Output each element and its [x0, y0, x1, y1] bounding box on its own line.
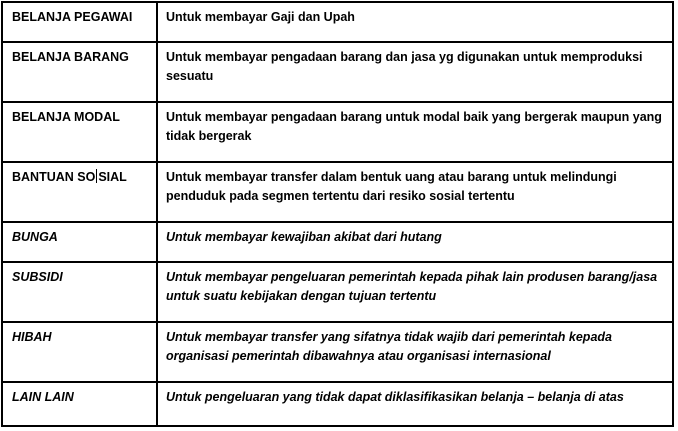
description-cell: Untuk membayar kewajiban akibat dari hutang — [157, 222, 673, 262]
description-cell: Untuk membayar pengeluaran pemerintah kepada pihak lain produsen barang/jasa untuk suatu kebijakan dengan tujuan tertentu — [157, 262, 673, 322]
category-cell[interactable] — [2, 162, 157, 222]
description-cell: Untuk membayar pengadaan barang dan jasa yg digunakan untuk memproduksi sesuatu — [157, 42, 673, 102]
description-cell: Untuk membayar transfer dalam bentuk uang atau barang untuk melindungi penduduk pada segmen tertentu dari resiko sosial tertentu — [157, 162, 673, 222]
category-cell: BELANJA BARANG — [2, 42, 157, 102]
description-cell: Untuk membayar pengadaan barang untuk modal baik yang bergerak maupun yang tidak bergerak — [157, 102, 673, 162]
table-row — [2, 42, 673, 102]
table-row — [2, 222, 673, 262]
category-text-after-cursor: SIAL — [98, 170, 127, 184]
table-row — [2, 162, 673, 222]
description-cell: Untuk membayar transfer yang sifatnya tidak wajib dari pemerintah kepada organisasi pemerintah dibawahnya atau organisasi internasional — [157, 322, 673, 382]
description-cell: Untuk pengeluaran yang tidak dapat diklasifikasikan belanja – belanja di atas — [157, 382, 673, 426]
table-row — [2, 102, 673, 162]
category-cell: BELANJA MODAL — [2, 102, 157, 162]
category-cell: SUBSIDI — [2, 262, 157, 322]
table-row — [2, 322, 673, 382]
description-cell: Untuk membayar Gaji dan Upah — [157, 2, 673, 42]
table-row — [2, 262, 673, 322]
budget-expenditure-table — [1, 1, 674, 427]
category-text-before-cursor: BANTUAN SO — [12, 170, 96, 184]
category-cell: HIBAH — [2, 322, 157, 382]
table-row — [2, 382, 673, 426]
category-cell: BUNGA — [2, 222, 157, 262]
table-row — [2, 2, 673, 42]
category-cell: LAIN LAIN — [2, 382, 157, 426]
category-cell: BELANJA PEGAWAI — [2, 2, 157, 42]
